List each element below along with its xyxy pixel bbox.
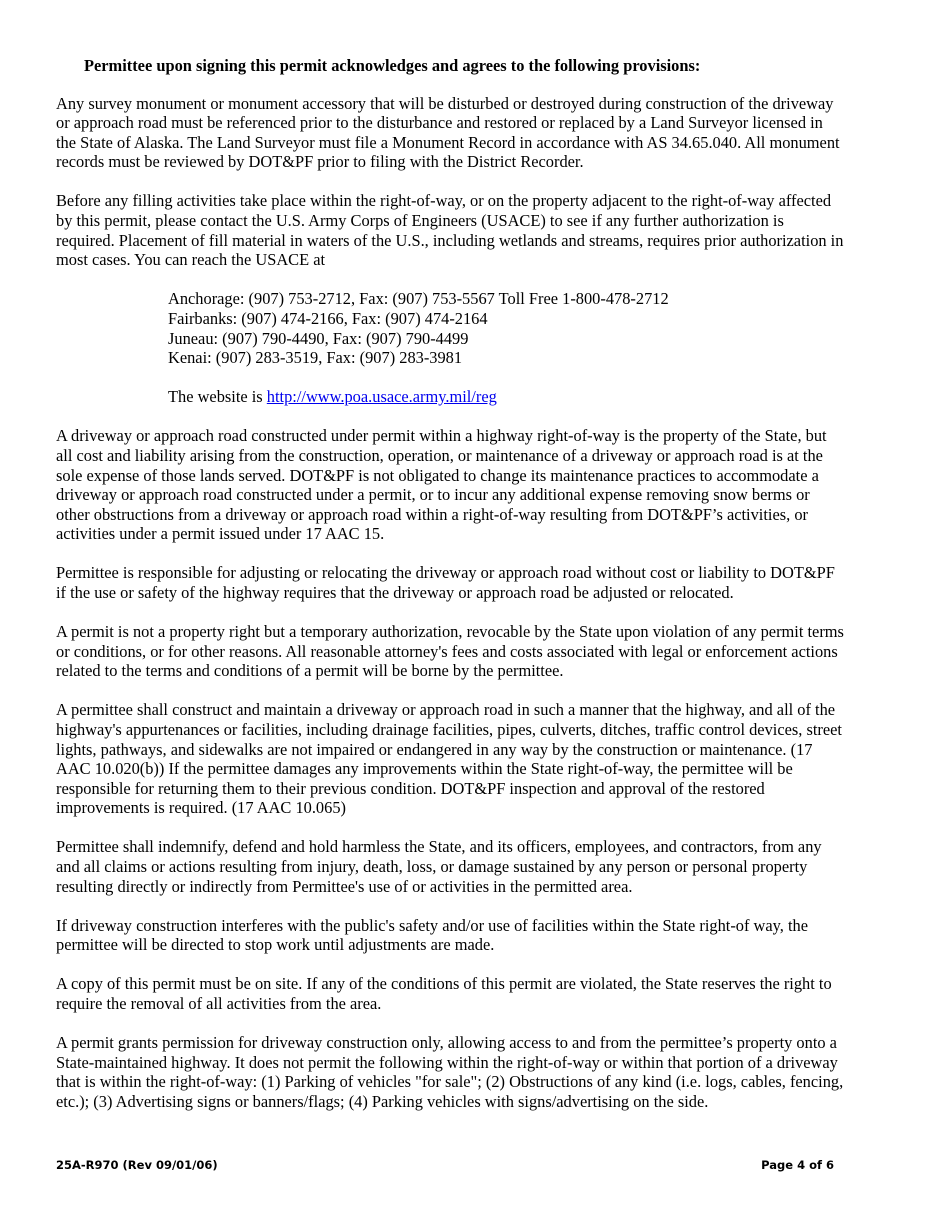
paragraph-survey-monument: Any survey monument or monument accessory that will be disturbed or destroyed during construction of the driveway or approach road must be referenced prior to the disturbance and restored or replaced by a Land Surveyor licensed in the State of Alaska. The Land Surveyor must file a Monument Record in accordance with AS 34.65.040. All monument records must be reviewed by DOT&PF prior to filing with the District Recorder. — [56, 93, 840, 172]
contact-juneau: Juneau: (907) 790-4490, Fax: (907) 790-4499 — [168, 328, 469, 348]
paragraph-temporary-authorization: A permit is not a property right but a temporary authorization, revocable by the State upon violation of any permit terms or conditions, or for other reasons. All reasonable attorney's fees and costs associated with legal or enforcement actions related to the terms and conditions of a permit will be borne by the permittee. — [56, 622, 844, 681]
paragraph-indemnify: Permittee shall indemnify, defend and hold harmless the State, and its officers, employees, and contractors, from any and all claims or actions resulting from injury, death, loss, or damage sustained by any person or personal property resulting directly or indirectly from Permittee's use of or activities in the permitted area. — [56, 837, 822, 896]
usace-contact-list — [168, 289, 846, 367]
paragraph-construct-maintain: A permittee shall construct and maintain a driveway or approach road in such a manner that the highway, and all of the highway's appurtenances or facilities, including drainage facilities, pipes, culverts, ditches, traffic control devices, street lights, pathways, and sidewalks are not impaired or endangered in any way by the construction or maintenance. (17 AAC 10.020(b)) If the permittee damages any improvements within the State right-of-way, the permittee will be responsible for returning them to their previous condition. DOT&PF inspection and approval of the restored improvements is required. (17 AAC 10.065) — [56, 700, 842, 818]
paragraph-public-safety: If driveway construction interferes with the public's safety and/or use of facilities within the State right-of way, the permittee will be directed to stop work until adjustments are made. — [56, 915, 808, 955]
paragraph-adjusting-relocating: Permittee is responsible for adjusting or relocating the driveway or approach road without cost or liability to DOT&PF if the use or safety of the highway requires that the driveway or approach road be adjusted or relocated. — [56, 563, 835, 602]
paragraph-usace-filling: Before any filling activities take place within the right-of-way, or on the property adjacent to the right-of-way affected by this permit, please contact the U.S. Army Corps of Engineers (USACE) to see if any further authorization is required. Placement of fill material in waters of the U.S., including wetlands and streams, requires prior authorization in most cases. You can reach the USACE at — [56, 191, 844, 270]
page-number: Page 4 of 6 — [761, 1158, 834, 1172]
document-page — [56, 56, 846, 1131]
paragraph-property-of-state: A driveway or approach road constructed under permit within a highway right-of-way is the property of the State, but all cost and liability arising from the construction, operation, or maintenance of a driveway or approach road is at the sole expense of those lands served. DOT&PF is not obligated to change its maintenance practices to accommodate a driveway or approach road constructed under a permit, or to incur any additional expense removing snow berms or other obstructions from a driveway or approach road within a right-of-way resulting from DOT&PF’s activities, or activities under a permit issued under 17 AAC 15. — [56, 426, 827, 544]
form-id: 25A-R970 (Rev 09/01/06) — [56, 1158, 218, 1172]
website-prefix: The website is — [168, 387, 267, 407]
contact-anchorage: Anchorage: (907) 753-2712, Fax: (907) 753-5567 Toll Free 1-800-478-2712 — [168, 289, 669, 309]
paragraph-copy-on-site: A copy of this permit must be on site. If any of the conditions of this permit are violated, the State reserves the right to require the removal of all activities from the area. — [56, 974, 832, 1013]
contact-kenai: Kenai: (907) 283-3519, Fax: (907) 283-3981 — [168, 348, 463, 368]
paragraph-driveway-only: A permit grants permission for driveway construction only, allowing access to and from the permittee’s property onto a State-maintained highway. It does not permit the following within the right-of-way or within that portion of a driveway that is within the right-of-way: (1) Parking of vehicles "for sale"; (2) Obstructions of any kind (i.e. logs, cables, fencing, etc.); (3) Advertising signs or banners/flags; (4) Parking vehicles with signs/advertising on the side. — [56, 1033, 844, 1111]
contact-fairbanks: Fairbanks: (907) 474-2166, Fax: (907) 474-2164 — [168, 308, 488, 328]
website-line — [168, 387, 846, 407]
provisions-heading: Permittee upon signing this permit acknowledges and agrees to the following provisions: — [84, 56, 701, 75]
usace-website-link[interactable]: http://www.poa.usace.army.mil/reg — [266, 387, 497, 407]
page-footer — [56, 1158, 834, 1172]
